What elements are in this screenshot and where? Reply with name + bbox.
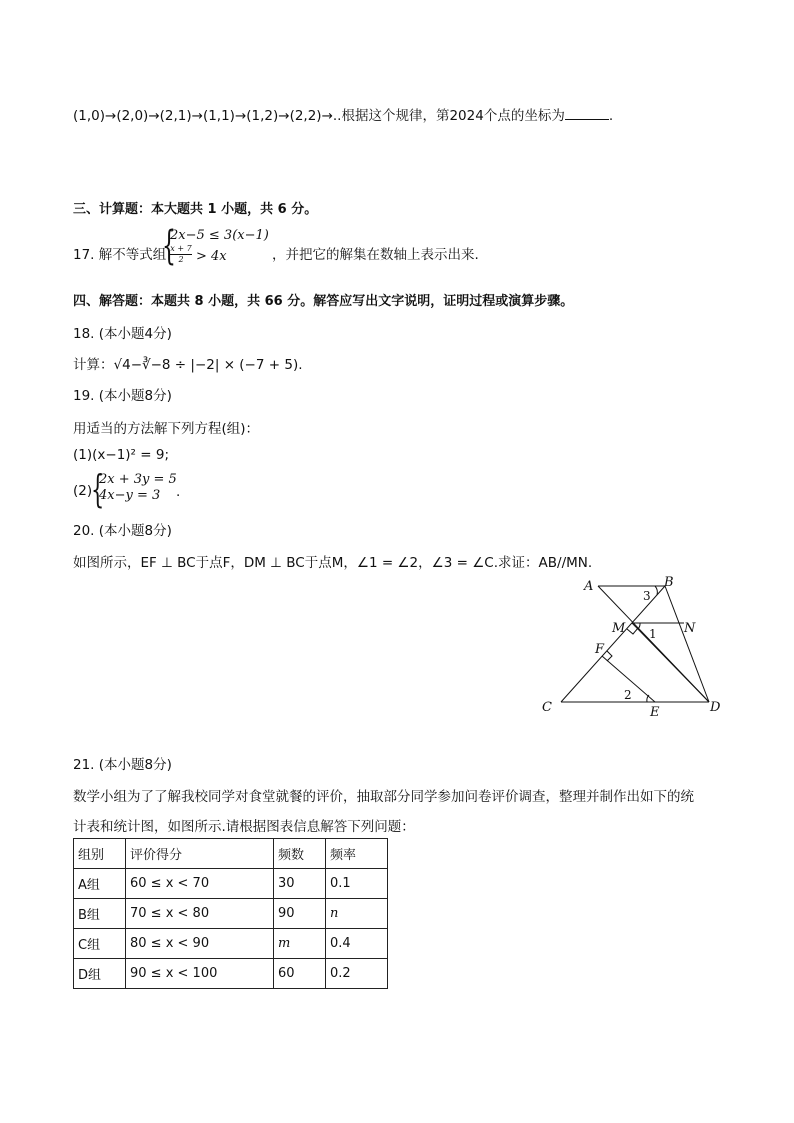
section-3-heading: 三、计算题：本大题共 1 小题，共 6 分。	[73, 202, 318, 217]
right-angle-mark-F	[607, 651, 612, 661]
table-row	[74, 869, 388, 899]
fraction-numerator: x + 7	[170, 244, 192, 253]
table-cell: 90 ≤ x < 100	[126, 959, 274, 989]
angle-arc-3	[655, 586, 657, 595]
table-cell: 90	[274, 899, 326, 929]
label-A: A	[584, 579, 594, 594]
q20-label: 20. (本小题8分)	[73, 523, 172, 539]
table-cell: 60	[274, 959, 326, 989]
q21-label: 21. (本小题8分)	[73, 757, 172, 773]
table-cell: B组	[74, 899, 126, 929]
angle-arc-1	[638, 623, 640, 629]
q16-sequence-line	[73, 104, 613, 124]
table-header-cell: 频数	[274, 839, 326, 869]
q20-content: 如图所示，EF ⊥ BC于点F，DM ⊥ BC于点M，∠1 = ∠2，∠3 = ∠C.求证：AB//MN.	[73, 555, 593, 571]
angle-label-1: 1	[649, 627, 657, 641]
section-4-heading: 四、解答题：本题共 8 小题，共 66 分。解答应写出文字说明，证明过程或演算步骤。	[73, 294, 574, 309]
q16-end: .	[608, 108, 614, 124]
q17-inequality-2: > 4x	[196, 249, 227, 264]
q19-part1: (1)(x−1)² = 9;	[73, 447, 169, 463]
table-cell: 0.2	[326, 959, 388, 989]
segment-BC	[561, 586, 665, 702]
table-header-cell: 评价得分	[126, 839, 274, 869]
q19-intro: 用适当的方法解下列方程(组)：	[73, 421, 260, 437]
q16-sequence: (1,0)→(2,0)→(2,1)→(1,1)→(1,2)→(2,2)→..根据这个规律，第2024个点的坐标为	[73, 108, 565, 124]
table-header-cell: 频率	[326, 839, 388, 869]
label-N: N	[684, 621, 696, 636]
label-C: C	[542, 700, 552, 715]
table-cell: D组	[74, 959, 126, 989]
system-brace: {	[91, 467, 105, 511]
q21-text-line1: 数学小组为了了解我校同学对食堂就餐的评价，抽取部分同学参加问卷评价调查，整理并制作出如下的统	[73, 789, 694, 805]
table-cell: 0.4	[326, 929, 388, 959]
table-cell: 0.1	[326, 869, 388, 899]
q17-fraction	[170, 244, 192, 265]
q21-text-line2: 计表和统计图，如图所示.请根据图表信息解答下列问题：	[73, 819, 415, 835]
q19-label: 19. (本小题8分)	[73, 388, 172, 404]
table-cell: C组	[74, 929, 126, 959]
segment-BD	[665, 586, 709, 702]
table-header-cell: 组别	[74, 839, 126, 869]
angle-label-3: 3	[643, 589, 651, 603]
q17-suffix: ，并把它的解集在数轴上表示出来.	[272, 247, 479, 263]
table-header-row	[74, 839, 388, 869]
table-cell: A组	[74, 869, 126, 899]
right-angle-mark-M	[627, 628, 638, 634]
label-D: D	[710, 700, 721, 715]
angle-arc-2	[647, 695, 649, 702]
geometry-figure	[535, 572, 725, 722]
table-cell: 30	[274, 869, 326, 899]
table-cell: 70 ≤ x < 80	[126, 899, 274, 929]
table-cell: n	[326, 899, 388, 929]
answer-blank	[565, 107, 609, 120]
q19-equation-1: 2x + 3y = 5	[99, 472, 177, 487]
table-row	[74, 959, 388, 989]
q19-part2-label: (2)	[73, 483, 93, 499]
table-cell: 80 ≤ x < 90	[126, 929, 274, 959]
q19-equation-2: 4x−y = 3	[99, 488, 161, 503]
angle-label-2: 2	[624, 688, 632, 702]
system-brace: {	[162, 223, 176, 269]
table-row	[74, 929, 388, 959]
q18-label: 18. (本小题4分)	[73, 326, 172, 342]
frequency-table	[73, 838, 388, 989]
label-E: E	[650, 705, 660, 720]
q17-inequality-1: 2x−5 ≤ 3(x−1)	[170, 228, 269, 243]
label-F: F	[595, 642, 605, 657]
table-cell: m	[274, 929, 326, 959]
label-B: B	[664, 575, 674, 590]
table-cell: 60 ≤ x < 70	[126, 869, 274, 899]
segment-MD	[632, 623, 709, 702]
fraction-denominator: 2	[178, 255, 184, 264]
table-row	[74, 899, 388, 929]
q19-part2-end: .	[176, 484, 181, 500]
q17-prefix: 17. 解不等式组	[73, 247, 167, 263]
q18-content: 计算：√4−∛−8 ÷ |−2| × (−7 + 5).	[73, 357, 303, 373]
label-M: M	[612, 621, 626, 636]
